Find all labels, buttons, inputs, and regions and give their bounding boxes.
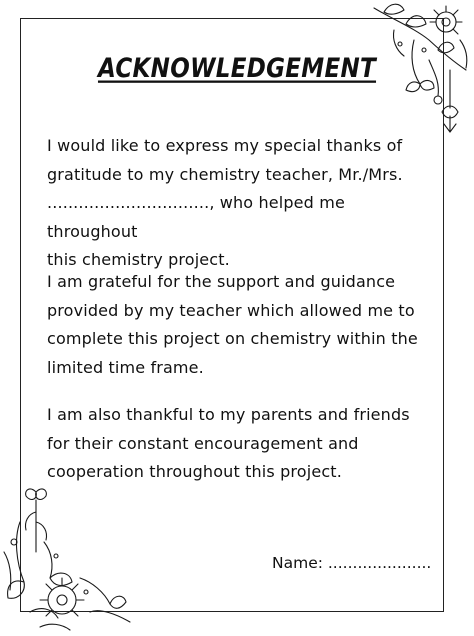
- paragraph-thanks-teacher: I would like to express my special thanks of gratitude to my chemistry teacher, Mr./Mrs. ..............................., who helped me throughout this chemistry project.: [47, 136, 403, 269]
- page-title: [0, 46, 474, 84]
- title-text: ACKNOWLEDGEMENT: [97, 54, 377, 84]
- name-signature-line: Name: .....................: [272, 554, 432, 572]
- paragraph-grateful-support: I am grateful for the support and guidance provided by my teacher which allowed me to complete this project on chemistry within the limited time frame.: [47, 272, 418, 377]
- floral-corner-bottom-left-icon: [0, 482, 150, 632]
- paragraph-thanks-parents: I am also thankful to my parents and friends for their constant encouragement and cooperation throughout this project.: [47, 405, 410, 481]
